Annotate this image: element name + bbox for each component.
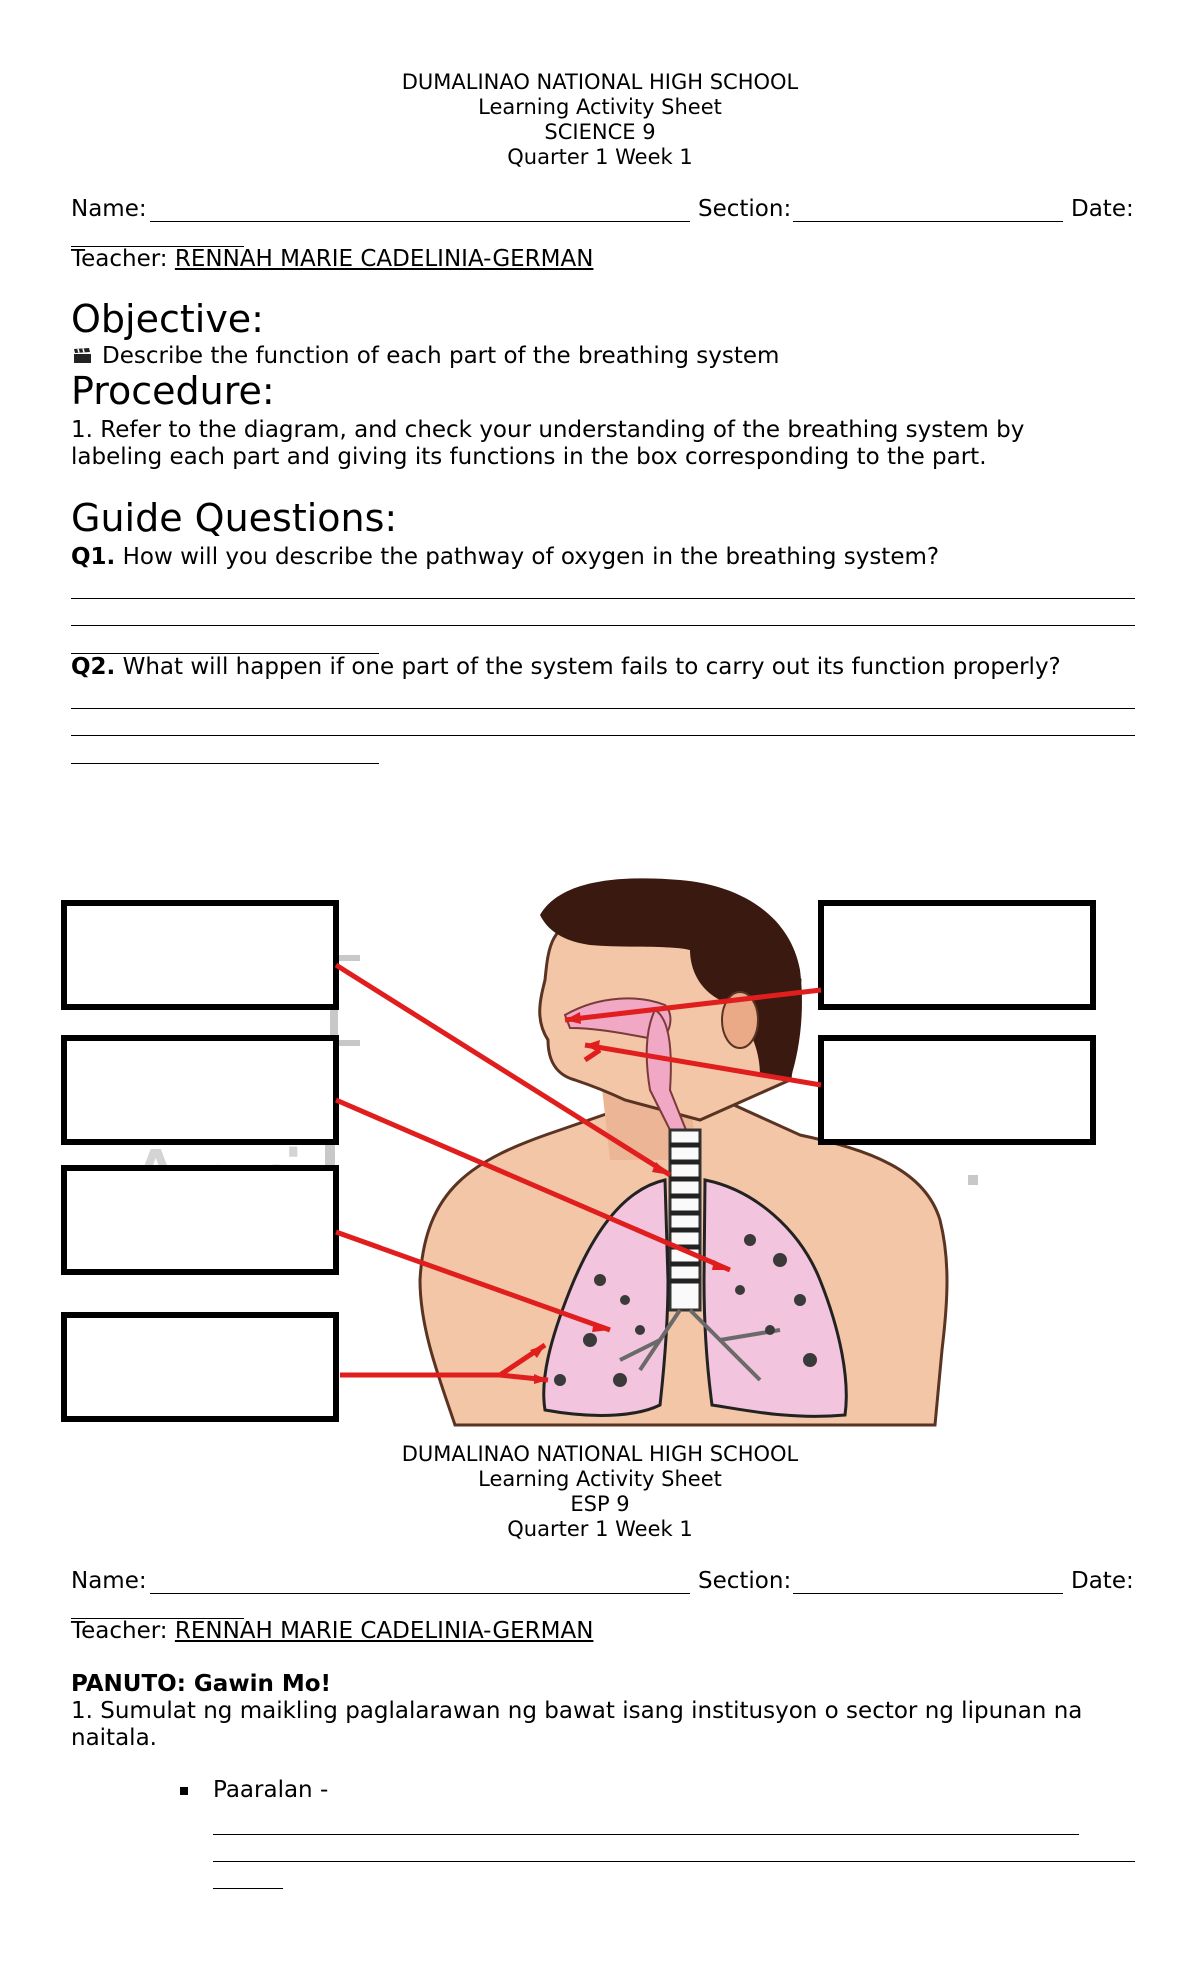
procedure-line-2: labeling each part and giving its functions in the box corresponding to the part. [71, 444, 987, 470]
answer-line[interactable] [213, 1888, 283, 1889]
objective-text: Describe the function of each part of the breathing system [102, 343, 780, 369]
question-2-label: Q2. [71, 654, 116, 680]
guide-questions-heading: Guide Questions: [71, 496, 398, 540]
answer-line[interactable] [71, 735, 1135, 736]
square-bullet-icon [180, 1787, 188, 1795]
question-2-text: What will happen if one part of the system fails to carry out its function properly? [122, 654, 1061, 680]
question-1-text: How will you describe the pathway of oxygen in the breathing system? [122, 544, 940, 570]
name-label: Name: [71, 196, 147, 222]
subject-title-2: ESP 9 [570, 1492, 630, 1516]
procedure-heading: Procedure: [71, 369, 275, 413]
bullet-item-paaralan: Paaralan - [213, 1777, 329, 1803]
answer-line[interactable] [71, 625, 1135, 626]
school-name: DUMALINAO NATIONAL HIGH SCHOOL [401, 70, 799, 94]
section-field[interactable] [793, 221, 1063, 222]
objective-heading: Objective: [71, 297, 264, 341]
respiratory-system-diagram [0, 860, 1200, 1430]
sheet-subtitle-2: Learning Activity Sheet [478, 1467, 722, 1491]
teacher-line [71, 246, 593, 273]
question-1 [71, 544, 939, 571]
instruction-line-1: 1. Sumulat ng maikling paglalarawan ng bawat isang institusyon o sector ng lipunan na [71, 1698, 1083, 1724]
sheet-subtitle: Learning Activity Sheet [478, 95, 722, 119]
teacher-label-2: Teacher: [71, 1618, 168, 1644]
label-box[interactable] [64, 903, 336, 1007]
answer-line[interactable] [213, 1861, 1135, 1862]
teacher-line-2 [71, 1618, 593, 1645]
panuto-heading: PANUTO: Gawin Mo! [71, 1671, 332, 1697]
section-label-2: Section: [698, 1568, 792, 1594]
quarter-label-2: Quarter 1 Week 1 [507, 1517, 693, 1541]
label-box[interactable] [64, 1315, 336, 1419]
answer-line[interactable] [71, 598, 1135, 599]
name-field-2[interactable] [150, 1593, 690, 1594]
label-box[interactable] [821, 903, 1093, 1007]
procedure-line-1: 1. Refer to the diagram, and check your understanding of the breathing system by [71, 417, 1025, 443]
name-label-2: Name: [71, 1568, 147, 1594]
quarter-label: Quarter 1 Week 1 [507, 145, 693, 169]
answer-line[interactable] [213, 1834, 1079, 1835]
teacher-name: RENNAH MARIE CADELINIA-GERMAN [174, 246, 594, 272]
label-box[interactable] [64, 1038, 336, 1142]
section-field-2[interactable] [793, 1593, 1063, 1594]
teacher-label: Teacher: [71, 246, 168, 272]
question-1-label: Q1. [71, 544, 116, 570]
date-label: Date: [1071, 196, 1134, 222]
name-field[interactable] [150, 221, 690, 222]
school-name-2: DUMALINAO NATIONAL HIGH SCHOOL [401, 1442, 799, 1466]
answer-line[interactable] [71, 708, 1135, 709]
section-label: Section: [698, 196, 792, 222]
clapperboard-icon [73, 348, 93, 364]
label-box[interactable] [64, 1168, 336, 1272]
subject-title: SCIENCE 9 [544, 120, 656, 144]
teacher-name-2: RENNAH MARIE CADELINIA-GERMAN [174, 1618, 594, 1644]
answer-line[interactable] [71, 763, 379, 764]
label-box[interactable] [821, 1038, 1093, 1142]
date-label-2: Date: [1071, 1568, 1134, 1594]
trachea [670, 1130, 700, 1310]
question-2 [71, 654, 1061, 681]
instruction-line-2: naitala. [71, 1725, 157, 1751]
